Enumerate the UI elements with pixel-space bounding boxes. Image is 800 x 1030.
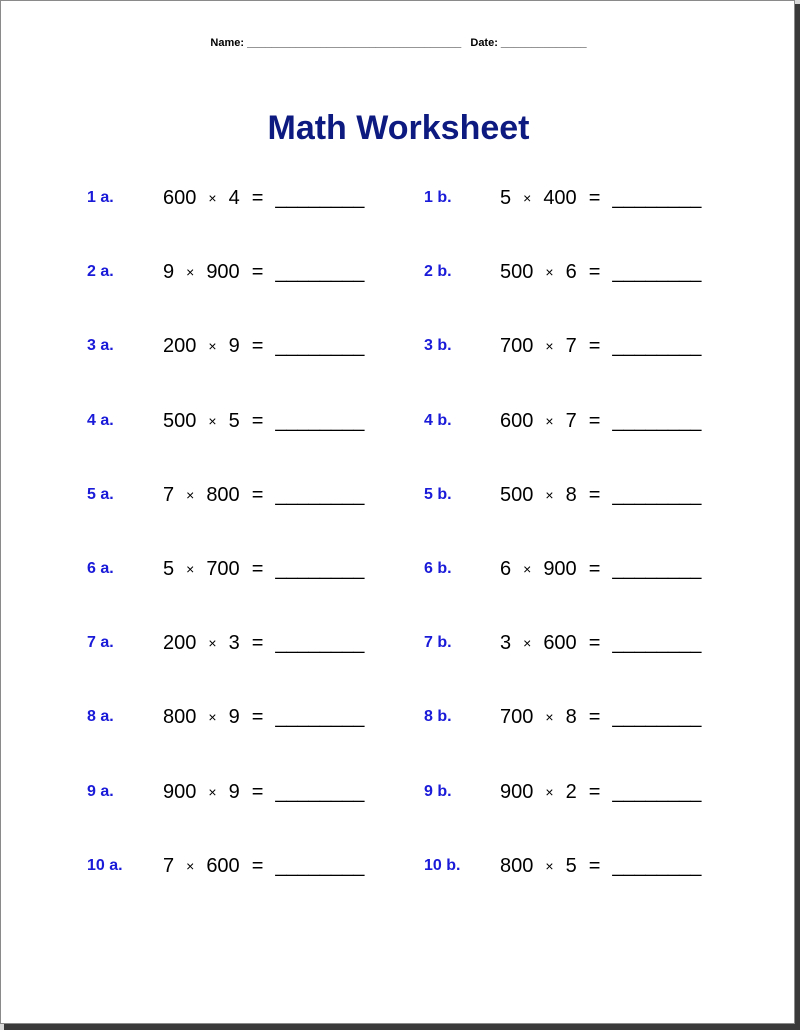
problem-expression-2a: [163, 261, 364, 284]
right-operand: 5: [565, 854, 577, 877]
problem-expression-1b: [500, 187, 701, 210]
left-operand: 500: [500, 261, 534, 284]
equals-sign: =: [588, 706, 601, 729]
multiply-sign: ×: [208, 635, 217, 652]
left-operand: 7: [163, 854, 175, 877]
equals-sign: =: [251, 335, 264, 358]
problem-expression-3a: [163, 335, 364, 358]
multiply-sign: ×: [208, 783, 217, 800]
left-operand: 500: [500, 483, 534, 506]
answer-blank[interactable]: ________: [275, 558, 365, 580]
problem-label-6b: 6 b.: [424, 560, 452, 577]
equals-sign: =: [251, 483, 264, 506]
equals-sign: =: [588, 335, 601, 358]
problem-expression-7a: [163, 632, 364, 655]
equals-sign: =: [588, 187, 601, 209]
left-operand: 200: [163, 632, 197, 655]
right-operand: 9: [228, 780, 240, 803]
answer-blank[interactable]: ________: [612, 187, 702, 209]
multiply-sign: ×: [545, 338, 554, 355]
answer-blank[interactable]: ________: [275, 780, 365, 803]
problem-expression-9b: [500, 781, 701, 804]
multiply-sign: ×: [545, 857, 554, 874]
answer-blank[interactable]: ________: [275, 261, 365, 284]
right-operand: 8: [565, 483, 577, 506]
right-operand: 2: [565, 780, 577, 803]
multiply-sign: ×: [208, 709, 217, 726]
problem-label-1a: 1 a.: [87, 189, 114, 206]
problem-expression-7b: [500, 632, 701, 655]
problem-label-4a: 4 a.: [87, 411, 114, 429]
problem-expression-8b: [500, 706, 701, 729]
problem-label-1b: 1 b.: [424, 189, 452, 206]
page-shadow-right: [795, 4, 800, 1030]
equals-sign: =: [251, 187, 264, 209]
answer-blank[interactable]: ________: [275, 409, 365, 432]
problem-label-9a: 9 a.: [87, 782, 114, 800]
problem-expression-1a: [163, 187, 364, 210]
right-operand: 9: [228, 706, 240, 729]
right-operand: 9: [228, 335, 240, 358]
right-operand: 900: [543, 558, 577, 580]
problem-expression-4b: [500, 410, 701, 433]
multiply-sign: ×: [186, 264, 195, 281]
problem-label-9b: 9 b.: [424, 782, 452, 800]
name-date-line: Name: ___________________________________ Date: ______________: [210, 37, 587, 49]
problem-expression-5a: [163, 484, 364, 507]
multiply-sign: ×: [208, 412, 217, 429]
multiply-sign: ×: [523, 635, 532, 652]
left-operand: 900: [163, 780, 197, 803]
answer-blank[interactable]: ________: [612, 558, 702, 580]
right-operand: 900: [206, 261, 240, 284]
left-operand: 600: [500, 409, 534, 432]
left-operand: 5: [163, 558, 175, 580]
problem-label-5a: 5 a.: [87, 485, 114, 503]
problem-label-2b: 2 b.: [424, 263, 452, 281]
multiply-sign: ×: [523, 190, 532, 206]
multiply-sign: ×: [186, 857, 195, 874]
problem-expression-5b: [500, 484, 701, 507]
problem-expression-9a: [163, 781, 364, 804]
multiply-sign: ×: [545, 486, 554, 503]
problem-expression-6a: [163, 558, 364, 581]
answer-blank[interactable]: ________: [612, 780, 702, 803]
equals-sign: =: [588, 558, 601, 580]
page-shadow-bottom: [4, 1024, 800, 1030]
right-operand: 8: [565, 706, 577, 729]
problem-label-10b: 10 b.: [424, 856, 461, 874]
answer-blank[interactable]: ________: [612, 483, 702, 506]
equals-sign: =: [251, 632, 264, 655]
right-operand: 3: [228, 632, 240, 655]
problem-expression-10b: [500, 855, 701, 878]
problem-label-7b: 7 b.: [424, 634, 452, 652]
problem-label-8b: 8 b.: [424, 708, 452, 726]
page-title: Math Worksheet: [267, 109, 530, 147]
left-operand: 700: [500, 706, 534, 729]
problem-expression-10a: [163, 855, 364, 878]
problem-label-3a: 3 a.: [87, 337, 114, 355]
equals-sign: =: [251, 409, 264, 432]
right-operand: 400: [543, 187, 577, 209]
left-operand: 3: [500, 632, 512, 655]
right-operand: 7: [565, 335, 577, 358]
problem-expression-2b: [500, 261, 701, 284]
answer-blank[interactable]: ________: [612, 409, 702, 432]
left-operand: 9: [163, 261, 175, 284]
multiply-sign: ×: [186, 486, 195, 503]
multiply-sign: ×: [186, 561, 195, 577]
equals-sign: =: [588, 261, 601, 284]
equals-sign: =: [588, 409, 601, 432]
right-operand: 5: [228, 409, 240, 432]
problem-expression-3b: [500, 335, 701, 358]
right-operand: 700: [206, 558, 240, 580]
answer-blank[interactable]: ________: [612, 261, 702, 284]
left-operand: 600: [163, 187, 197, 209]
answer-blank[interactable]: ________: [275, 632, 365, 655]
multiply-sign: ×: [545, 709, 554, 726]
multiply-sign: ×: [545, 783, 554, 800]
problem-label-7a: 7 a.: [87, 634, 114, 652]
answer-blank[interactable]: ________: [275, 854, 365, 877]
problem-label-3b: 3 b.: [424, 337, 452, 355]
problem-label-10a: 10 a.: [87, 856, 123, 874]
equals-sign: =: [588, 854, 601, 877]
problem-expression-8a: [163, 706, 364, 729]
multiply-sign: ×: [208, 190, 217, 206]
answer-blank[interactable]: ________: [612, 706, 702, 729]
right-operand: 800: [206, 483, 240, 506]
right-operand: 4: [228, 187, 240, 209]
equals-sign: =: [251, 706, 264, 729]
problem-label-8a: 8 a.: [87, 708, 114, 726]
answer-blank[interactable]: ________: [612, 854, 702, 877]
right-operand: 600: [543, 632, 577, 655]
right-operand: 6: [565, 261, 577, 284]
left-operand: 7: [163, 483, 175, 506]
multiply-sign: ×: [208, 338, 217, 355]
equals-sign: =: [588, 483, 601, 506]
equals-sign: =: [251, 558, 264, 580]
answer-blank[interactable]: ________: [612, 632, 702, 655]
right-operand: 600: [206, 854, 240, 877]
answer-blank[interactable]: ________: [612, 335, 702, 358]
left-operand: 800: [500, 854, 534, 877]
multiply-sign: ×: [545, 264, 554, 281]
problem-label-2a: 2 a.: [87, 263, 114, 281]
right-operand: 7: [565, 409, 577, 432]
equals-sign: =: [588, 632, 601, 655]
problem-label-6a: 6 a.: [87, 560, 114, 577]
equals-sign: =: [251, 261, 264, 284]
answer-blank[interactable]: ________: [275, 335, 365, 358]
equals-sign: =: [251, 854, 264, 877]
problem-label-5b: 5 b.: [424, 485, 452, 503]
answer-blank[interactable]: ________: [275, 187, 365, 209]
left-operand: 200: [163, 335, 197, 358]
answer-blank[interactable]: ________: [275, 483, 365, 506]
left-operand: 700: [500, 335, 534, 358]
multiply-sign: ×: [545, 412, 554, 429]
equals-sign: =: [251, 780, 264, 803]
left-operand: 5: [500, 187, 512, 209]
left-operand: 500: [163, 409, 197, 432]
problem-label-4b: 4 b.: [424, 411, 452, 429]
left-operand: 800: [163, 706, 197, 729]
problem-expression-4a: [163, 410, 364, 433]
answer-blank[interactable]: ________: [275, 706, 365, 729]
equals-sign: =: [588, 780, 601, 803]
problem-expression-6b: [500, 558, 701, 581]
left-operand: 6: [500, 558, 512, 580]
multiply-sign: ×: [523, 561, 532, 577]
left-operand: 900: [500, 780, 534, 803]
